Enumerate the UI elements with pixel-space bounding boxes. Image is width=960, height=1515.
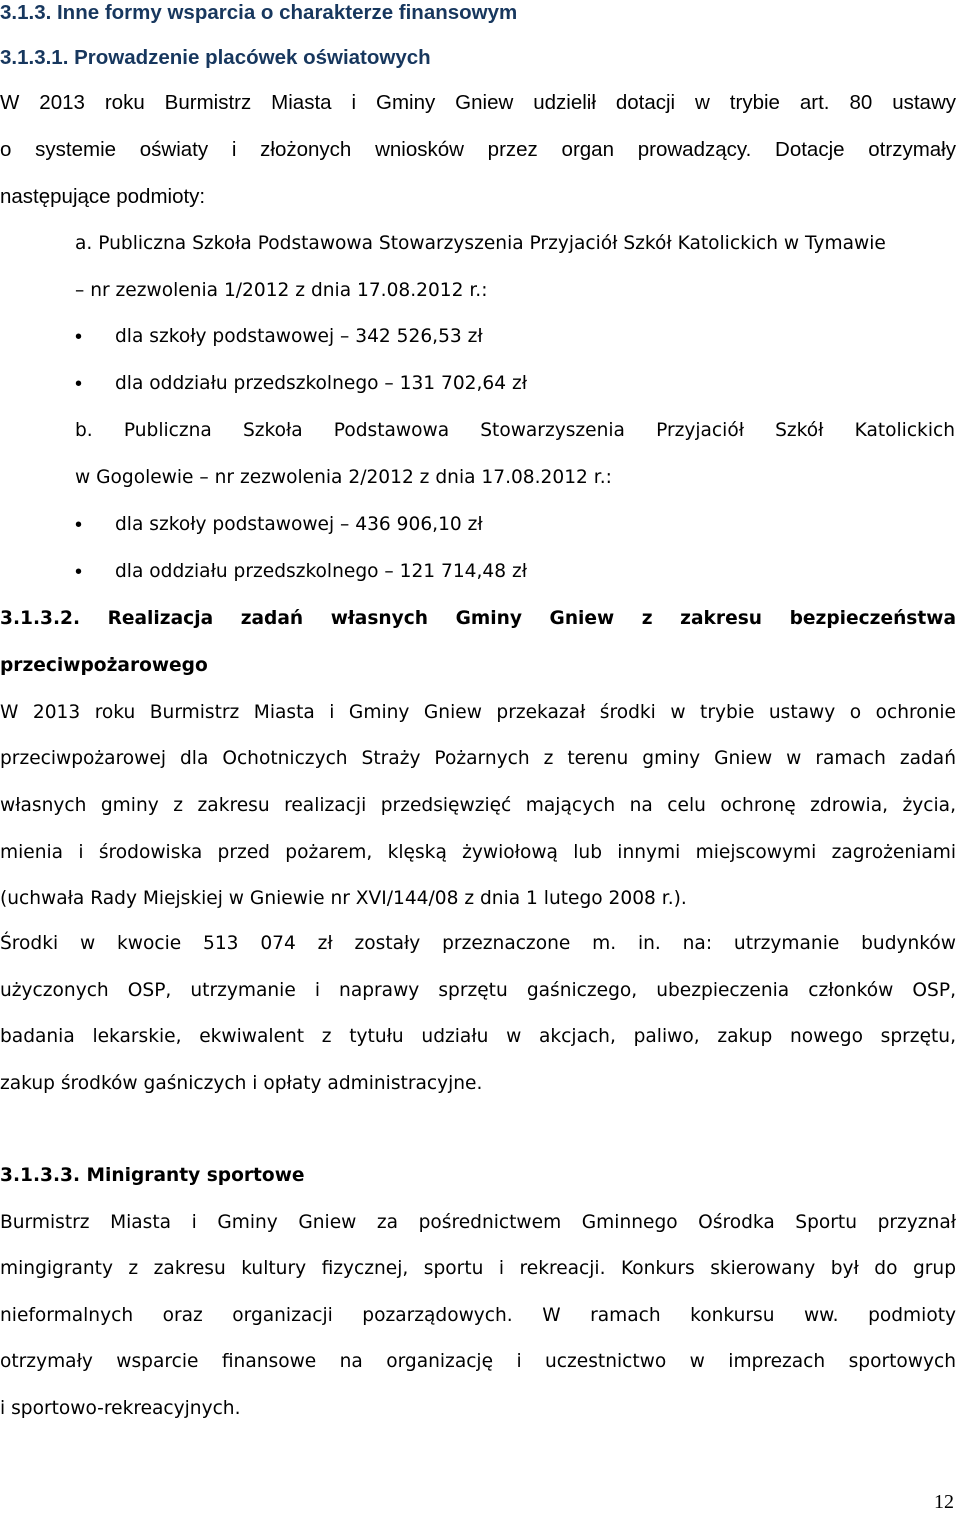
item-a-bullet-2: dla oddziału przedszkolnego – 131 702,64 zł <box>115 373 528 394</box>
fire-para-2-line-4: zakup środków gaśniczych i opłaty administracyjne. <box>0 1073 483 1094</box>
bullet-icon: • <box>75 326 83 348</box>
bullet-icon: • <box>75 373 83 395</box>
section-heading-3-1-3-2: 3.1.3.2. Realizacja zadań własnych Gminy Gniew z zakresu bezpieczeństwa <box>0 608 956 629</box>
sport-para-line-2: mingigranty z zakresu kultury fizycznej, sportu i rekreacji. Konkurs skierowany był do grup <box>0 1258 956 1279</box>
fire-para-1-line-1: W 2013 roku Burmistrz Miasta i Gminy Gniew przekazał środki w trybie ustawy o ochronie <box>0 702 956 723</box>
section-heading-3-1-3: 3.1.3. Inne formy wsparcia o charakterze finansowym <box>0 1 518 24</box>
section-heading-3-1-3-2-cont: przeciwpożarowego <box>0 655 208 676</box>
fire-para-2-line-2: użyczonych OSP, utrzymanie i naprawy sprzętu gaśniczego, ubezpieczenia członków OSP, <box>0 980 956 1001</box>
fire-para-1-line-3: własnych gminy z zakresu realizacji przedsięwzięć mających na celu ochronę zdrowia, życia, <box>0 795 956 816</box>
item-a-line-1: a. Publiczna Szkoła Podstawowa Stowarzyszenia Przyjaciół Szkół Katolickich w Tymawie <box>75 233 886 254</box>
page-number: 12 <box>934 1491 954 1513</box>
fire-para-1-line-5: (uchwała Rady Miejskiej w Gniewie nr XVI/144/08 z dnia 1 lutego 2008 r.). <box>0 888 687 909</box>
item-b-line-2: w Gogolewie – nr zezwolenia 2/2012 z dnia 17.08.2012 r.: <box>75 467 612 488</box>
item-a-line-2: – nr zezwolenia 1/2012 z dnia 17.08.2012 r.: <box>75 280 488 301</box>
section-heading-3-1-3-3: 3.1.3.3. Minigranty sportowe <box>0 1165 305 1186</box>
item-b-line-1: b. Publiczna Szkoła Podstawowa Stowarzyszenia Przyjaciół Szkół Katolickich <box>75 420 955 441</box>
section-heading-3-1-3-1: 3.1.3.1. Prowadzenie placówek oświatowych <box>0 46 431 69</box>
item-a-bullet-1: dla szkoły podstawowej – 342 526,53 zł <box>115 326 483 347</box>
fire-para-1-line-4: mienia i środowiska przed pożarem, klęską żywiołową lub innymi miejscowymi zagrożeniami <box>0 842 956 863</box>
fire-para-2-line-1: Środki w kwocie 513 074 zł zostały przeznaczone m. in. na: utrzymanie budynków <box>0 933 956 954</box>
intro-line-1: W 2013 roku Burmistrz Miasta i Gminy Gniew udzielił dotacji w trybie art. 80 ustawy <box>0 91 956 114</box>
item-b-bullet-1: dla szkoły podstawowej – 436 906,10 zł <box>115 514 483 535</box>
fire-para-1-line-2: przeciwpożarowej dla Ochotniczych Straży Pożarnych z terenu gminy Gniew w ramach zadań <box>0 748 956 769</box>
bullet-icon: • <box>75 514 83 536</box>
intro-line-2: o systemie oświaty i złożonych wniosków przez organ prowadzący. Dotacje otrzymały <box>0 138 956 161</box>
sport-para-line-5: i sportowo-rekreacyjnych. <box>0 1398 241 1419</box>
item-b-bullet-2: dla oddziału przedszkolnego – 121 714,48 zł <box>115 561 528 582</box>
sport-para-line-1: Burmistrz Miasta i Gminy Gniew za pośrednictwem Gminnego Ośrodka Sportu przyznał <box>0 1212 956 1233</box>
bullet-icon: • <box>75 561 83 583</box>
fire-para-2-line-3: badania lekarskie, ekwiwalent z tytułu udziału w akcjach, paliwo, zakup nowego sprzętu, <box>0 1026 956 1047</box>
sport-para-line-3: nieformalnych oraz organizacji pozarządowych. W ramach konkursu ww. podmioty <box>0 1305 956 1326</box>
intro-line-3: następujące podmioty: <box>0 185 206 208</box>
sport-para-line-4: otrzymały wsparcie finansowe na organizację i uczestnictwo w imprezach sportowych <box>0 1351 956 1372</box>
